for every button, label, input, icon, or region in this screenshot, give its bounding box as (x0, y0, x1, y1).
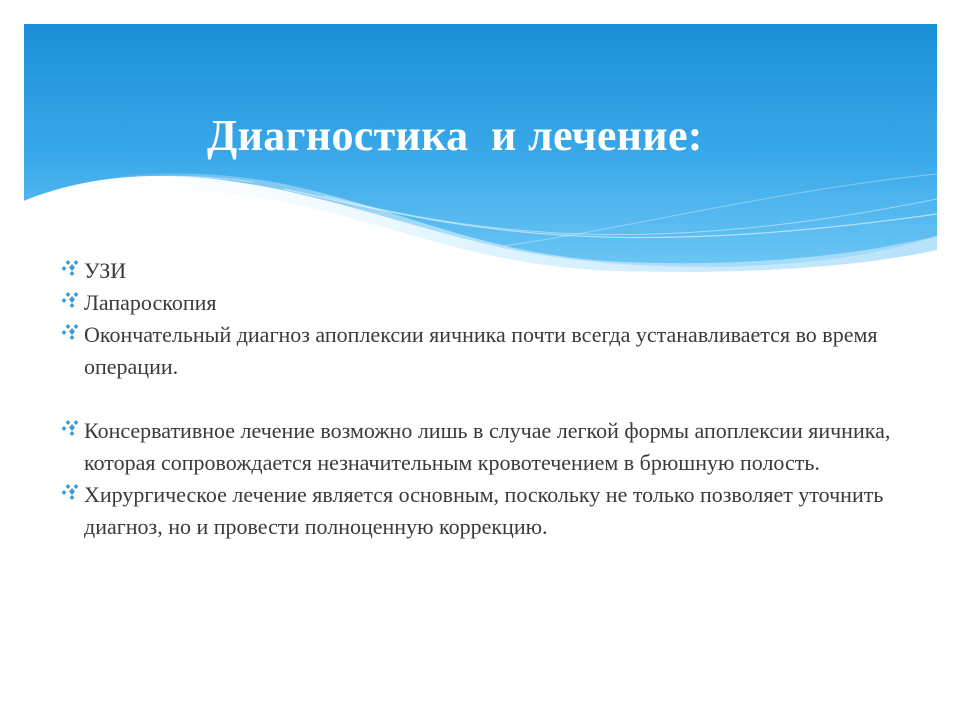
list-item (62, 287, 902, 319)
slide-title: Диагностика и лечение: (207, 111, 703, 160)
list-item-text: Консервативное лечение возможно лишь в случае легкой формы апоплексии яичника, которая сопровождается незначительным кровотечением в брюшную полость. (84, 418, 891, 475)
list-item-text: Лапароскопия (84, 290, 217, 315)
diamond-cluster-icon (62, 290, 82, 310)
list-item-text: УЗИ (84, 258, 127, 283)
list-item (62, 415, 902, 479)
list-item (62, 479, 902, 543)
list-item-text: Окончательный диагноз апоплексии яичника почти всегда устанавливается во время операции. (84, 322, 878, 379)
list-item (62, 255, 902, 287)
list-item (62, 319, 902, 383)
list-item-text: Хирургическое лечение является основным, поскольку не только позволяет уточнить диагноз, но и провести полноценную коррекцию. (84, 482, 884, 539)
diamond-cluster-icon (62, 418, 82, 438)
diamond-cluster-icon (62, 258, 82, 278)
diamond-cluster-icon (62, 322, 82, 342)
bullet-list (62, 255, 902, 543)
diamond-cluster-icon (62, 482, 82, 502)
